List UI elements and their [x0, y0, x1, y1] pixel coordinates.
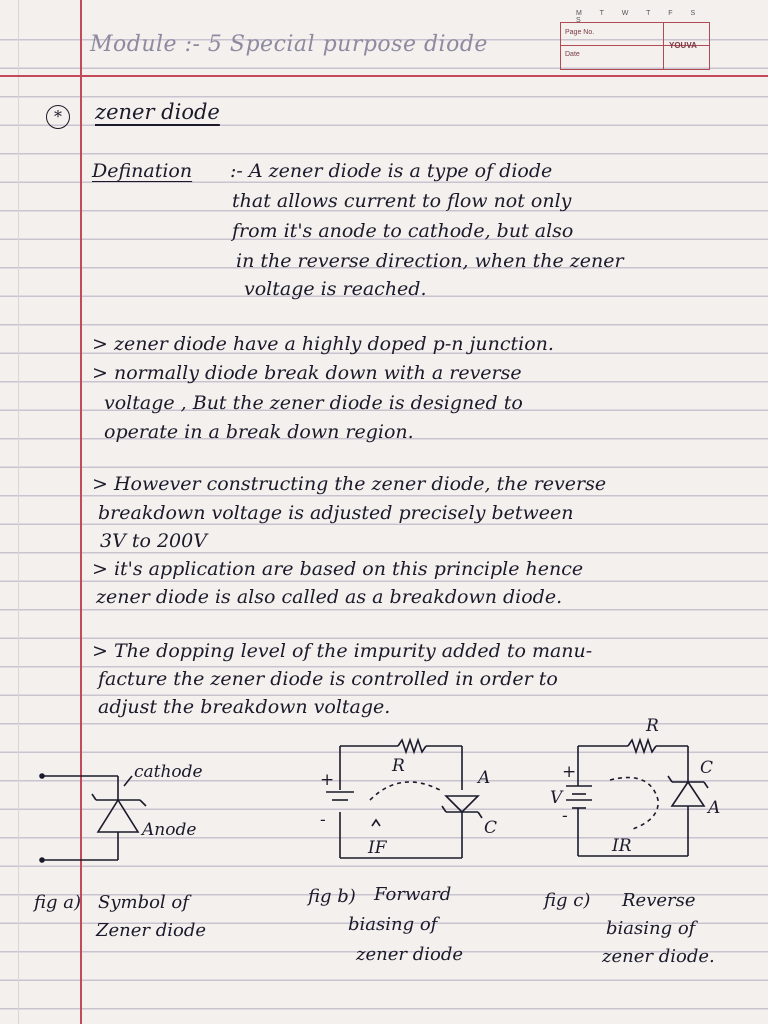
fig-a-tag: fig a): [34, 892, 82, 913]
definition-line: from it's anode to cathode, but also: [232, 220, 574, 242]
fig-c-caption: biasing of: [606, 918, 696, 939]
cathode-terminal-label: C: [484, 818, 498, 838]
brand-logo: YOUVA: [669, 41, 697, 50]
voltage-label: V: [550, 788, 563, 808]
forward-current-label: IF: [368, 838, 387, 858]
fig-b-caption: zener diode: [356, 944, 463, 965]
point-line: voltage , But the zener diode is designed to: [104, 392, 523, 414]
zener-symbol-figure: [40, 774, 146, 862]
point-line: > The dopping level of the impurity added to manu-: [92, 640, 593, 662]
bullet-star-icon: *: [46, 105, 70, 129]
fig-c-caption: zener diode.: [602, 946, 715, 967]
resistor-label: R: [392, 756, 405, 776]
reverse-current-label: IR: [612, 836, 632, 856]
minus-sign: -: [320, 810, 326, 830]
resistor-label: R: [646, 716, 659, 736]
fig-b-caption: biasing of: [348, 914, 438, 935]
cathode-label: cathode: [134, 762, 203, 782]
section-heading: zener diode: [95, 100, 220, 124]
point-line: facture the zener diode is controlled in order to: [98, 668, 558, 690]
fig-a-caption: Symbol of: [98, 892, 189, 913]
definition-line: :- A zener diode is a type of diode: [230, 160, 553, 182]
point-line: > normally diode break down with a reverse: [92, 362, 522, 384]
definition-label: Defination: [92, 160, 193, 182]
anode-label: Anode: [142, 820, 197, 840]
point-line: breakdown voltage is adjusted precisely between: [98, 502, 574, 524]
weekday-strip: M T W T F S S: [576, 10, 704, 24]
fig-b-caption: Forward: [374, 884, 452, 905]
cathode-terminal-label: C: [700, 758, 714, 778]
anode-terminal-label: A: [478, 768, 491, 788]
anode-terminal-label: A: [708, 798, 721, 818]
page-title: Module :- 5 Special purpose diode: [90, 32, 488, 57]
fig-a-caption: Zener diode: [96, 920, 207, 941]
reverse-bias-circuit: [566, 740, 708, 856]
date-label: Date: [565, 51, 580, 58]
plus-sign: +: [562, 762, 577, 782]
fig-c-caption: Reverse: [622, 890, 696, 911]
page-no-label: Page No.: [565, 29, 595, 36]
definition-line: that allows current to flow not only: [232, 190, 572, 212]
point-line: adjust the breakdown voltage.: [98, 696, 391, 718]
minus-sign: -: [562, 806, 568, 826]
definition-line: in the reverse direction, when the zener: [236, 250, 624, 272]
point-line: operate in a break down region.: [104, 421, 414, 443]
plus-sign: +: [320, 770, 335, 790]
definition-line: voltage is reached.: [244, 278, 427, 300]
fig-b-tag: fig b): [308, 886, 356, 907]
fig-c-tag: fig c): [544, 890, 591, 911]
point-line: 3V to 200V: [100, 530, 207, 552]
point-line: > zener diode have a highly doped p-n junction.: [92, 333, 554, 355]
point-line: > However constructing the zener diode, the reverse: [92, 473, 607, 495]
point-line: zener diode is also called as a breakdown diode.: [96, 586, 563, 608]
point-line: > it's application are based on this principle hence: [92, 558, 584, 580]
